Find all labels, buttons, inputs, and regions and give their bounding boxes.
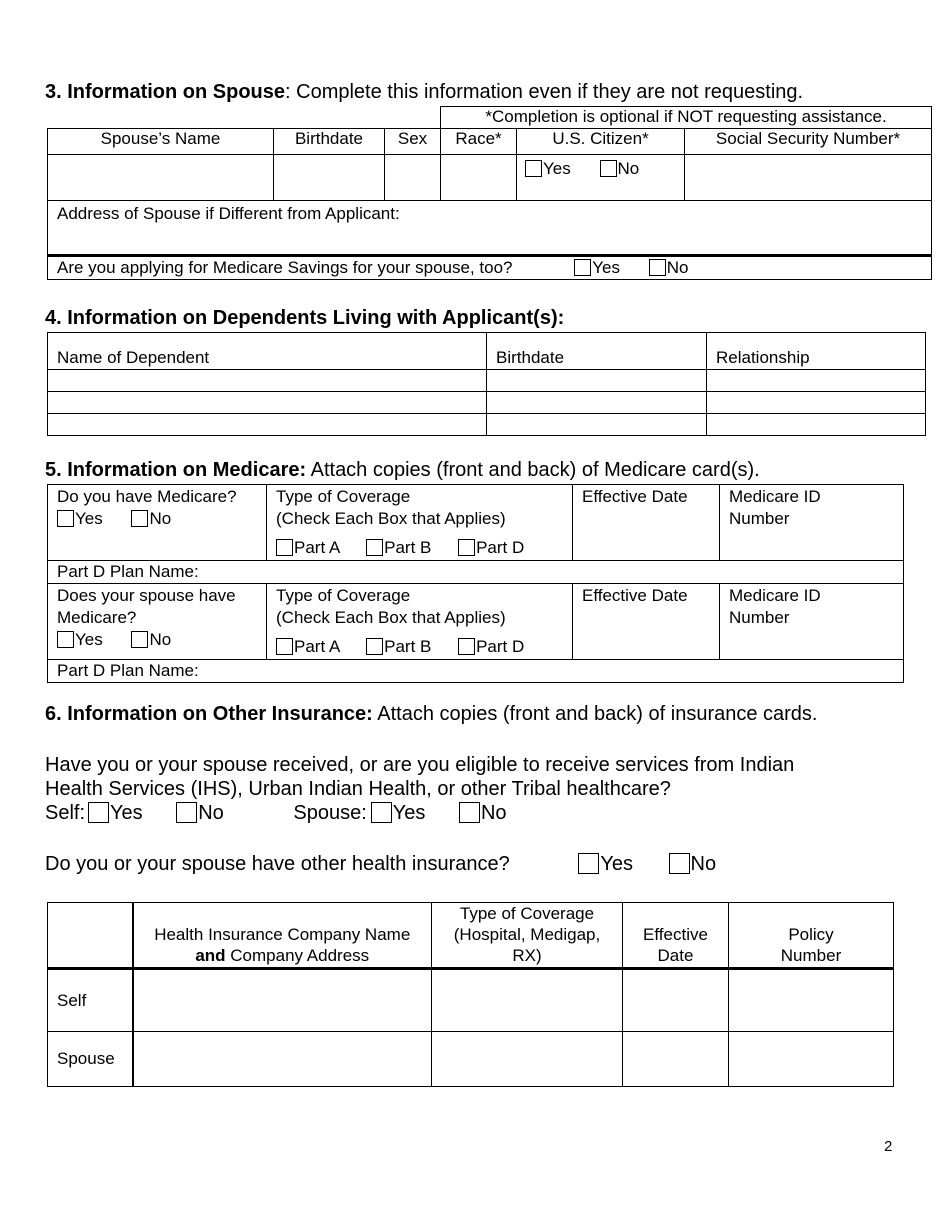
col-sex: Sex [385, 129, 441, 155]
other-insurance-no-checkbox[interactable] [669, 853, 690, 874]
spouse-medicare-yes-checkbox[interactable] [57, 631, 74, 648]
col-policy-number: Policy Number [729, 903, 894, 969]
spouse-medicare-no-checkbox[interactable] [131, 631, 148, 648]
spouse-policy-number-field[interactable] [729, 1032, 894, 1087]
ihs-self-yes-checkbox[interactable] [88, 802, 109, 823]
medicare-table [47, 484, 904, 683]
spouse-part-d-plan-field[interactable]: Part D Plan Name: [48, 660, 904, 683]
self-medicare-yes-checkbox[interactable] [57, 510, 74, 527]
savings-no-checkbox[interactable] [649, 259, 666, 276]
spouse-sex-field[interactable] [385, 155, 441, 201]
row-spouse-label: Spouse [48, 1032, 133, 1087]
dependent-birthdate-field[interactable] [487, 392, 707, 414]
dependent-relationship-field[interactable] [707, 392, 926, 414]
ihs-spouse-no-checkbox[interactable] [459, 802, 480, 823]
spouse-birthdate-field[interactable] [274, 155, 385, 201]
self-policy-number-field[interactable] [729, 969, 894, 1032]
section-3-title: 3. Information on Spouse: Complete this information even if they are not requesting. [45, 81, 804, 103]
citizen-yes-checkbox[interactable] [525, 160, 542, 177]
other-insurance-yes-checkbox[interactable] [578, 853, 599, 874]
self-company-field[interactable] [133, 969, 432, 1032]
col-ssn: Social Security Number* [685, 129, 932, 155]
self-medicare-id-field[interactable]: Medicare ID Number [720, 485, 904, 561]
spouse-company-field[interactable] [133, 1032, 432, 1087]
spouse-part-a-checkbox[interactable] [276, 638, 293, 655]
spouse-race-field[interactable] [441, 155, 517, 201]
medicare-savings-row: Are you applying for Medicare Savings for your spouse, too? Yes No [48, 256, 932, 280]
col-dependent-name: Name of Dependent [48, 333, 487, 370]
ihs-spouse-yes-checkbox[interactable] [371, 802, 392, 823]
ihs-question: Have you or your spouse received, or are you eligible to receive services from Indian Health Services (IHS), Urban Indian Health, or other Tribal healthcare? Self: Yes No Spouse: Yes No [45, 754, 795, 824]
dependent-birthdate-field[interactable] [487, 414, 707, 436]
dependent-birthdate-field[interactable] [487, 370, 707, 392]
dependent-name-field[interactable] [48, 370, 487, 392]
col-coverage-type: Type of Coverage (Hospital, Medigap, RX) [432, 903, 623, 969]
spouse-part-d-checkbox[interactable] [458, 638, 475, 655]
spouse-medicare-id-field[interactable]: Medicare ID Number [720, 584, 904, 660]
spouse-effective-date-field[interactable] [623, 1032, 729, 1087]
col-spouse-name: Spouse’s Name [48, 129, 274, 155]
page-number: 2 [884, 1138, 893, 1155]
self-medicare-cell: Do you have Medicare? Yes No [48, 485, 267, 561]
table-row [48, 392, 926, 414]
section-4-title: 4. Information on Dependents Living with Applicant(s): [45, 307, 565, 329]
col-race: Race* [441, 129, 517, 155]
col-relationship: Relationship [707, 333, 926, 370]
spouse-medicare-cell: Does your spouse have Medicare? Yes No [48, 584, 267, 660]
spouse-address-field[interactable]: Address of Spouse if Different from Applicant: [48, 201, 932, 256]
medicare-savings-question: Are you applying for Medicare Savings for your spouse, too? [57, 258, 513, 277]
spouse-ssn-field[interactable] [685, 155, 932, 201]
other-insurance-question: Do you or your spouse have other health insurance? [45, 853, 510, 875]
dependent-name-field[interactable] [48, 414, 487, 436]
spouse-coverage-type-field[interactable] [432, 1032, 623, 1087]
self-part-d-checkbox[interactable] [458, 539, 475, 556]
self-coverage-cell: Type of Coverage (Check Each Box that Applies) Part A Part B Part D [267, 485, 573, 561]
section-6-title: 6. Information on Other Insurance: Attach copies (front and back) of insurance cards. [45, 703, 818, 725]
optional-note: *Completion is optional if NOT requesting assistance. [441, 107, 932, 129]
self-part-d-plan-field[interactable]: Part D Plan Name: [48, 561, 904, 584]
us-citizen-options: Yes No [517, 155, 685, 201]
col-company: Health Insurance Company Name and Company Address [133, 903, 432, 969]
other-insurance-table [47, 902, 894, 1087]
self-part-b-checkbox[interactable] [366, 539, 383, 556]
dependent-relationship-field[interactable] [707, 370, 926, 392]
col-us-citizen: U.S. Citizen* [517, 129, 685, 155]
dependent-name-field[interactable] [48, 392, 487, 414]
spouse-coverage-cell: Type of Coverage (Check Each Box that Applies) Part A Part B Part D [267, 584, 573, 660]
section-5-title: 5. Information on Medicare: Attach copies (front and back) of Medicare card(s). [45, 459, 760, 481]
col-dependent-birthdate: Birthdate [487, 333, 707, 370]
table-row [48, 370, 926, 392]
other-insurance-row: Do you or your spouse have other health insurance? Yes No [45, 853, 717, 875]
citizen-no-checkbox[interactable] [600, 160, 617, 177]
self-medicare-question: Do you have Medicare? [57, 487, 237, 506]
self-effective-date-field[interactable]: Effective Date [573, 485, 720, 561]
spouse-effective-date-field[interactable]: Effective Date [573, 584, 720, 660]
dependents-table [47, 332, 926, 436]
self-coverage-type-field[interactable] [432, 969, 623, 1032]
table-row [48, 414, 926, 436]
savings-yes-checkbox[interactable] [574, 259, 591, 276]
col-birthdate: Birthdate [274, 129, 385, 155]
col-effective-date: Effective Date [623, 903, 729, 969]
table-row [48, 969, 894, 1032]
self-part-a-checkbox[interactable] [276, 539, 293, 556]
row-self-label: Self [48, 969, 133, 1032]
table-row [48, 1032, 894, 1087]
self-effective-date-field[interactable] [623, 969, 729, 1032]
ihs-self-no-checkbox[interactable] [176, 802, 197, 823]
spouse-part-b-checkbox[interactable] [366, 638, 383, 655]
dependent-relationship-field[interactable] [707, 414, 926, 436]
spouse-name-field[interactable] [48, 155, 274, 201]
spouse-table [47, 106, 932, 280]
self-medicare-no-checkbox[interactable] [131, 510, 148, 527]
